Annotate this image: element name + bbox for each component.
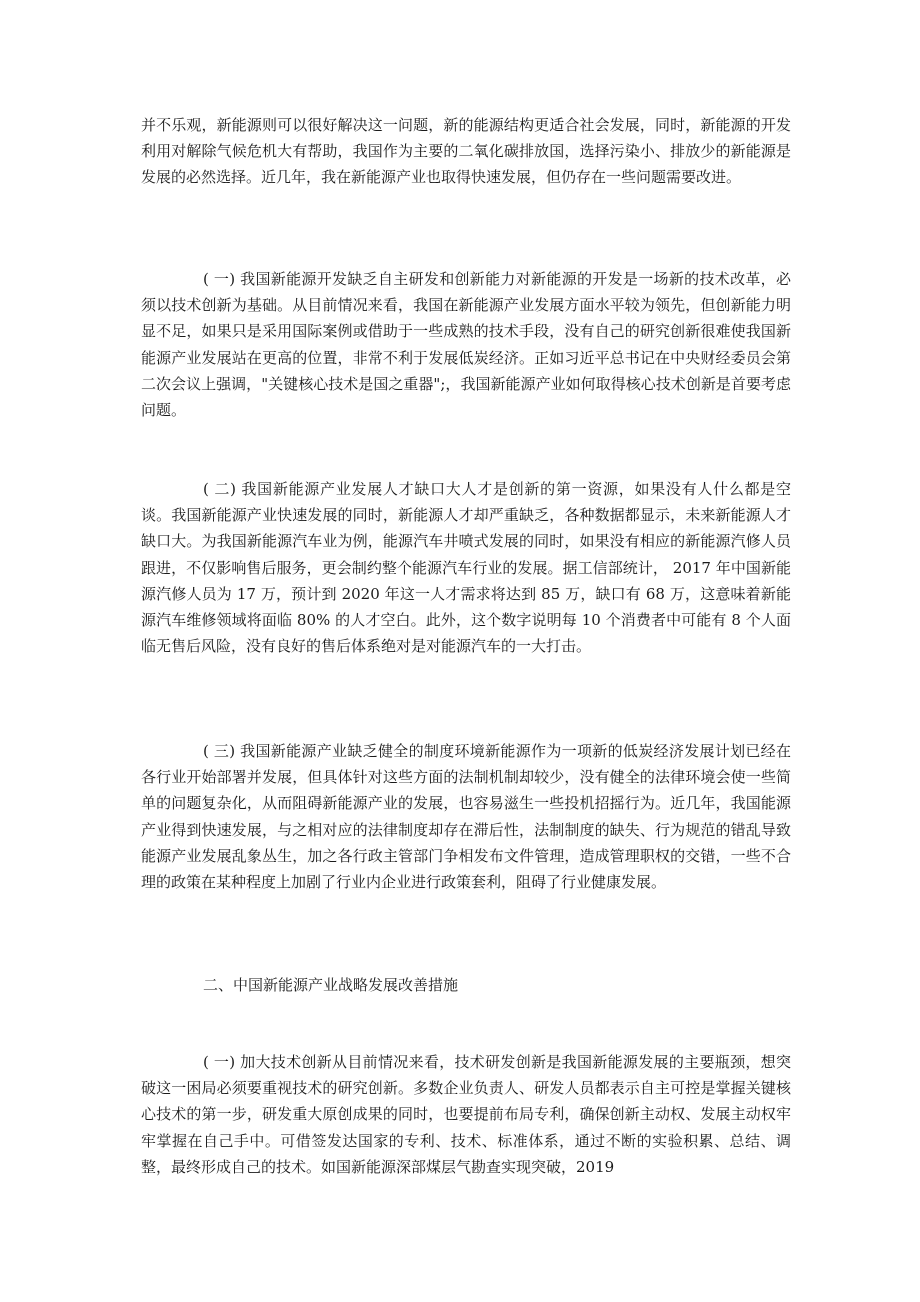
paragraph-problem-2: ( 二) 我国新能源产业发展人才缺口大人才是创新的第一资源，如果没有人什么都是空谈。我国新能源产业快速发展的同时，新能源人才却严重缺乏，各种数据都显示，未来新能源人才缺口大。为我国新能源汽车业为例，能源汽车井喷式发展的同时，如果没有相应的新能源汽修人员跟进，不仅影响售后服务，更会制约整个能源汽车行业的发展。据工信部统计， 2017 年中国新能源汽修人员为 17 万，预计到 2020 年这一人才需求将达到 85 万，缺口有 68 万，这意味着新能源汽车维修领域将面临 80% 的人才空白。此外，这个数字说明每 10 个消费者中可能有 8 个人面临无售后风险，没有良好的售后体系绝对是对能源汽车的一大打击。	[141, 480, 791, 656]
paragraph-problem-3: ( 三) 我国新能源产业缺乏健全的制度环境新能源作为一项新的低炭经济发展计划已经在各行业开始部署并发展，但具体针对这些方面的法制机制却较少，没有健全的法律环境会使一些简单的问题复杂化，从而阻碍新能源产业的发展，也容易滋生一些投机招摇行为。近几年，我国能源产业得到快速发展，与之相对应的法律制度却存在滞后性，法制制度的缺失、行为规范的错乱导致能源产业发展乱象丛生，加之各行政主管部门争相发布文件管理，造成管理职权的交错，一些不合理的政策在某种程度上加剧了行业内企业进行政策套利，阻碍了行业健康发展。	[141, 742, 791, 892]
paragraph-intro-continued: 并不乐观，新能源则可以很好解决这一问题，新的能源结构更适合社会发展，同时，新能源的开发利用对解除气候危机大有帮助，我国作为主要的二氧化碳排放国，选择污染小、排放少的新能源是发展的必然选择。近几年，我在新能源产业也取得快速发展，但仍存在一些问题需要改进。	[141, 116, 791, 187]
section-heading-measures: 二、中国新能源产业战略发展改善措施	[203, 976, 459, 994]
paragraph-problem-1: ( 一) 我国新能源开发缺乏自主研发和创新能力对新能源的开发是一场新的技术改革，必须以技术创新为基础。从目前情况来看，我国在新能源产业发展方面水平较为领先，但创新能力明显不足，如果只是采用国际案例或借助于一些成熟的技术手段，没有自己的研究创新很难使我国新能源产业发展站在更高的位置，非常不利于发展低炭经济。正如习近平总书记在中央财经委员会第二次会议上强调，"关键核心技术是国之重器";，我国新能源产业如何取得核心技术创新是首要考虑问题。	[141, 270, 791, 420]
paragraph-measure-1: ( 一) 加大技术创新从目前情况来看，技术研发创新是我国新能源发展的主要瓶颈，想突破这一困局必须要重视技术的研究创新。多数企业负责人、研发人员都表示自主可控是掌握关键核心技术的第一步，研发重大原创成果的同时，也要提前布局专利，确保创新主动权、发展主动权牢牢掌握在自己手中。可借签发达国家的专利、技术、标准体系，通过不断的实验积累、总结、调整，最终形成自己的技术。如国新能源深部煤层气勘查实现突破，2019	[141, 1053, 791, 1176]
